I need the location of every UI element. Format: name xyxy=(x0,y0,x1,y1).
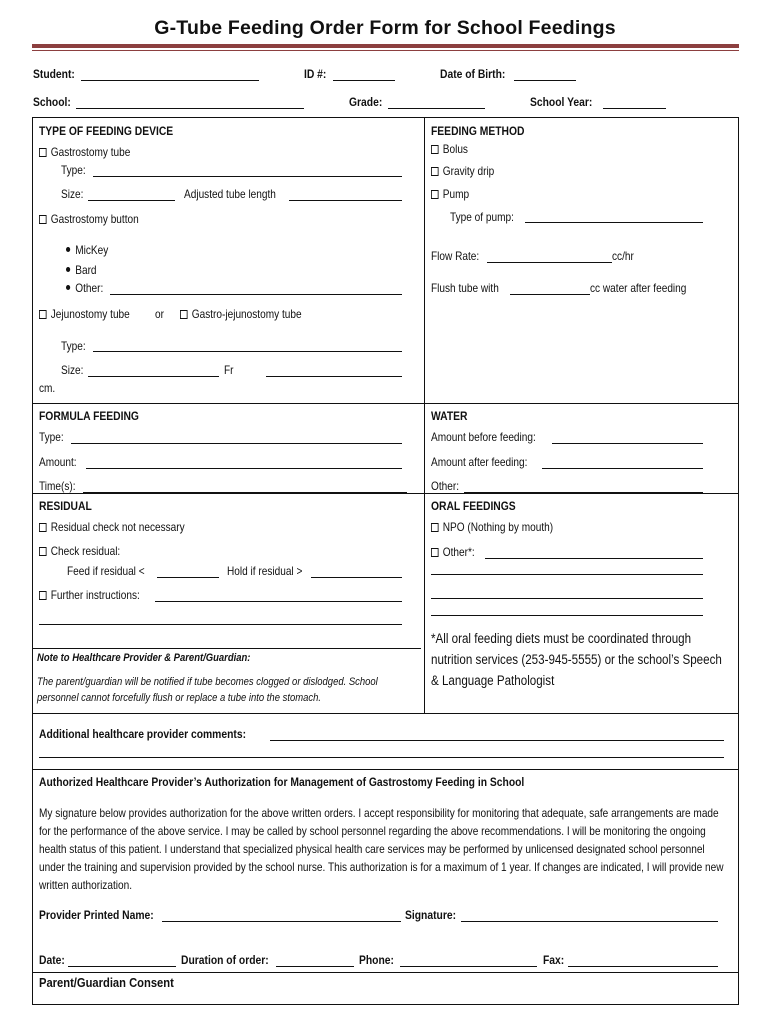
gravity-drip-option[interactable]: Gravity drip xyxy=(431,164,494,178)
grid-row1-bottom xyxy=(32,403,739,404)
water-heading: WATER xyxy=(431,409,468,423)
residual-heading: RESIDUAL xyxy=(39,499,92,513)
date-field[interactable] xyxy=(68,966,176,967)
formula-amount-field[interactable] xyxy=(86,468,402,469)
further-instructions-line-2[interactable] xyxy=(39,624,402,625)
water-before-label: Amount before feeding: xyxy=(431,430,536,444)
hold-if-label: Hold if residual > xyxy=(227,564,303,578)
duration-field[interactable] xyxy=(276,966,354,967)
note-text: The parent/guardian will be notified if tube becomes clogged or dislodged. School personnel cannot forcefully flush or replace a tube into the stomach. xyxy=(37,676,378,704)
or-text: or xyxy=(155,307,164,321)
water-after-field[interactable] xyxy=(542,468,703,469)
feed-if-field[interactable] xyxy=(157,577,219,578)
date-label: Date: xyxy=(39,953,65,967)
adjusted-length-label: Adjusted tube length xyxy=(184,187,276,201)
title-rule-thin xyxy=(32,50,739,51)
note-divider xyxy=(32,648,421,649)
grade-label: Grade: xyxy=(349,95,383,109)
grid-top xyxy=(32,117,739,118)
checkbox-icon[interactable] xyxy=(39,215,47,224)
checkbox-icon[interactable] xyxy=(39,591,47,600)
checkbox-icon[interactable] xyxy=(39,148,47,157)
bolus-option[interactable]: Bolus xyxy=(431,142,468,156)
oral-other-line-3[interactable] xyxy=(431,598,703,599)
signature-label: Signature: xyxy=(405,908,457,922)
checkbox-icon[interactable] xyxy=(431,548,439,557)
pump-type-label: Type of pump: xyxy=(450,210,514,224)
jtube-type-field[interactable] xyxy=(93,351,402,352)
bullet-icon xyxy=(66,285,70,290)
water-other-label: Other: xyxy=(431,479,460,493)
grid-middle xyxy=(424,117,425,713)
grid-left xyxy=(32,117,33,1005)
provider-name-field[interactable] xyxy=(162,921,401,922)
residual-not-necessary-option[interactable]: Residual check not necessary xyxy=(39,520,185,534)
note-heading: Note to Healthcare Provider & Parent/Guardian: xyxy=(37,652,251,664)
formula-times-field[interactable] xyxy=(83,492,407,493)
school-year-label: School Year: xyxy=(530,95,593,109)
device-heading: TYPE OF FEEDING DEVICE xyxy=(39,124,174,138)
provider-name-label: Provider Printed Name: xyxy=(39,908,154,922)
dob-field[interactable] xyxy=(514,80,576,81)
fr-unit: Fr xyxy=(224,363,234,377)
tube-size-field[interactable] xyxy=(88,200,175,201)
pump-type-field[interactable] xyxy=(525,222,703,223)
formula-amount-label: Amount: xyxy=(39,455,77,469)
formula-heading: FORMULA FEEDING xyxy=(39,409,139,423)
student-field[interactable] xyxy=(81,80,259,81)
mickey-item: MicKey xyxy=(66,243,108,257)
further-instructions-option[interactable]: Further instructions: xyxy=(39,588,140,602)
authorization-text: My signature below provides authorization for the above written orders. I accept responsibility for monitoring that adequate, safe arrangements are made for the performance of the above service. I may be called by school personnel regarding the above recommendations. I will be monitoring the ongoing health status of this patient. I understand that specialized physical health care services may be performed by unlicensed designated school personnel under the training and supervision provided by the school nurse. This authorization is for a maximum of 1 year. If changes are indicated, I will provide new written authorization. xyxy=(39,806,724,892)
grid-row2-bottom xyxy=(32,493,739,494)
tube-type-field[interactable] xyxy=(93,176,402,177)
grade-field[interactable] xyxy=(388,108,485,109)
hold-if-field[interactable] xyxy=(311,577,402,578)
bard-item: Bard xyxy=(66,263,97,277)
id-label: ID #: xyxy=(304,67,327,81)
further-instructions-field[interactable] xyxy=(155,601,402,602)
fax-field[interactable] xyxy=(568,966,718,967)
npo-option[interactable]: NPO (Nothing by mouth) xyxy=(431,520,553,534)
consent-heading: Parent/Guardian Consent xyxy=(39,975,174,990)
pump-option[interactable]: Pump xyxy=(431,187,469,201)
formula-type-label: Type: xyxy=(39,430,64,444)
jtube-size-cm-field[interactable] xyxy=(266,376,402,377)
flush-field[interactable] xyxy=(510,294,590,295)
water-other-field[interactable] xyxy=(464,492,703,493)
duration-label: Duration of order: xyxy=(181,953,269,967)
authorization-heading: Authorized Healthcare Provider’s Authorization for Management of Gastrostomy Feeding in School xyxy=(39,775,525,789)
signature-field[interactable] xyxy=(461,921,718,922)
jtube-type-label: Type: xyxy=(61,339,86,353)
student-label: Student: xyxy=(33,67,75,81)
bullet-icon xyxy=(66,267,70,272)
jtube-size-fr-field[interactable] xyxy=(88,376,219,377)
tube-type-label: Type: xyxy=(61,163,86,177)
flow-rate-label: Flow Rate: xyxy=(431,249,480,263)
oral-other-field[interactable] xyxy=(485,558,703,559)
phone-label: Phone: xyxy=(359,953,394,967)
oral-other-line-2[interactable] xyxy=(431,574,703,575)
oral-other-line-4[interactable] xyxy=(431,615,703,616)
consent-divider xyxy=(32,972,739,973)
school-field[interactable] xyxy=(76,108,304,109)
gastro-jejunostomy-option[interactable]: Gastro-jejunostomy tube xyxy=(180,307,302,321)
feed-if-label: Feed if residual < xyxy=(67,564,145,578)
bullet-icon xyxy=(66,247,70,252)
comments-field[interactable] xyxy=(270,740,724,741)
checkbox-icon[interactable] xyxy=(39,523,47,532)
adjusted-length-field[interactable] xyxy=(289,200,402,201)
jtube-size-label: Size: xyxy=(61,363,84,377)
oral-other-option[interactable]: Other*: xyxy=(431,545,475,559)
school-label: School: xyxy=(33,95,71,109)
oral-heading: ORAL FEEDINGS xyxy=(431,499,516,513)
cm-unit: cm. xyxy=(39,381,56,395)
grid-right xyxy=(738,117,739,1005)
grid-row3-bottom xyxy=(32,713,739,714)
comments-line-2[interactable] xyxy=(39,757,724,758)
cchr-unit: cc/hr xyxy=(612,249,634,263)
checkbox-icon[interactable] xyxy=(431,190,439,199)
dob-label: Date of Birth: xyxy=(440,67,506,81)
grid-bottom xyxy=(32,1004,739,1005)
flush-label: Flush tube with xyxy=(431,281,499,295)
checkbox-icon[interactable] xyxy=(431,145,439,154)
formula-type-field[interactable] xyxy=(71,443,402,444)
check-residual-option[interactable]: Check residual: xyxy=(39,544,120,558)
id-field[interactable] xyxy=(333,80,395,81)
phone-field[interactable] xyxy=(400,966,537,967)
formula-times-label: Time(s): xyxy=(39,479,76,493)
title-rule xyxy=(32,44,739,48)
tube-size-label: Size: xyxy=(61,187,84,201)
checkbox-icon[interactable] xyxy=(180,310,188,319)
checkbox-icon[interactable] xyxy=(431,523,439,532)
water-after-label: Amount after feeding: xyxy=(431,455,528,469)
other-button-item: Other: xyxy=(66,281,103,295)
grid-comments-bottom xyxy=(32,769,739,770)
checkbox-icon[interactable] xyxy=(39,547,47,556)
checkbox-icon[interactable] xyxy=(431,167,439,176)
comments-label: Additional healthcare provider comments: xyxy=(39,727,247,741)
checkbox-icon[interactable] xyxy=(39,310,47,319)
form-title: G-Tube Feeding Order Form for School Feedings xyxy=(154,17,616,39)
gastrostomy-button-option[interactable]: Gastrostomy button xyxy=(39,212,139,226)
gastrostomy-tube-option[interactable]: Gastrostomy tube xyxy=(39,145,130,159)
oral-coordination-note: *All oral feeding diets must be coordinated through nutrition services (253-945-5555) or the school’s Speech & Language Pathologist xyxy=(431,631,722,688)
other-button-field[interactable] xyxy=(110,294,402,295)
flow-rate-field[interactable] xyxy=(487,262,612,263)
jejunostomy-option[interactable]: Jejunostomy tube xyxy=(39,307,130,321)
method-heading: FEEDING METHOD xyxy=(431,124,525,138)
flush-after-label: cc water after feeding xyxy=(590,281,687,295)
fax-label: Fax: xyxy=(543,953,565,967)
school-year-field[interactable] xyxy=(603,108,666,109)
water-before-field[interactable] xyxy=(552,443,703,444)
